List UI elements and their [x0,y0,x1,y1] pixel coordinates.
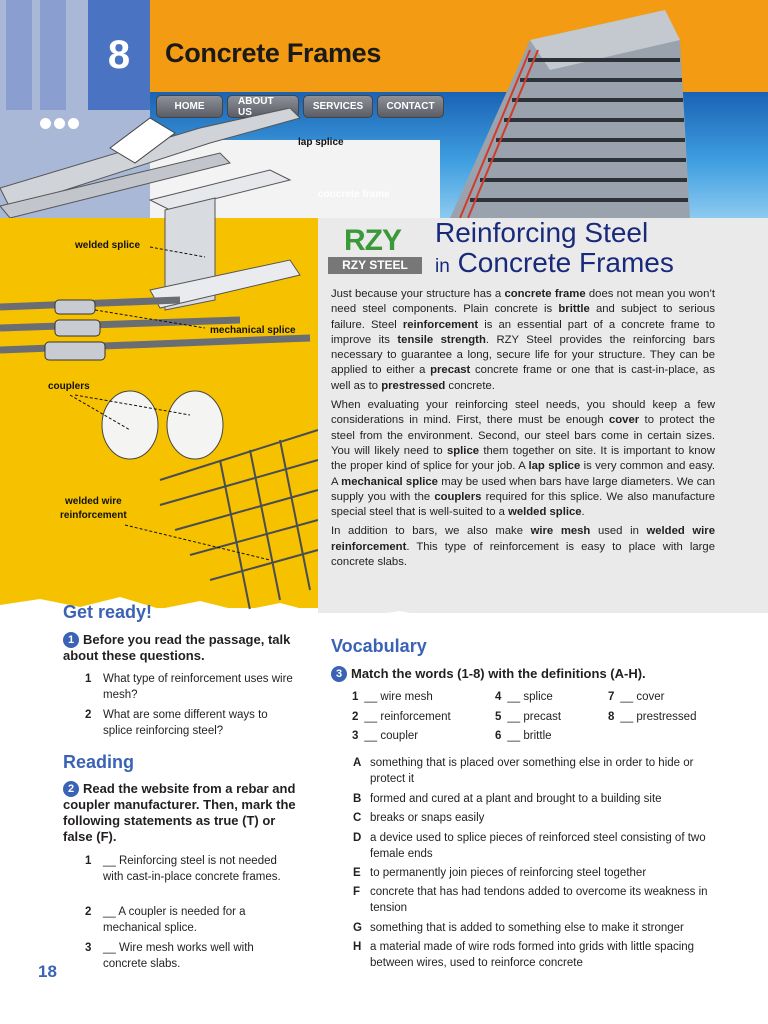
get-ready-heading: Get ready! [63,602,153,622]
label-welded-wire: welded wire [65,496,122,507]
article-title [435,218,674,282]
label-mechanical-splice: mechanical splice [210,325,296,336]
reading-question: 2 Read the website from a rebar and coupler manufacturer. Then, mark the following statements as true (T) or false (F). [63,781,296,844]
title-line-2: in Concrete Frames [435,247,674,278]
building-photo [410,0,700,218]
definition-item: H a material made of wire rods formed into grids with little spacing between wires, used to reinforce concrete [353,941,695,969]
title-line-1: Reinforcing Steel [435,217,649,248]
rzy-logo [328,224,424,276]
label-couplers: couplers [48,381,90,392]
vocab-word: 6 __ brittle [495,730,552,742]
vocabulary-heading: Vocabulary [331,636,427,656]
logo-text: RZY [344,224,401,257]
definition-item: C breaks or snaps easily [353,812,485,824]
nav-about[interactable]: ABOUT US [227,95,299,118]
article-paragraph: In addition to bars, we also make wire mesh used in welded wire reinforcement. This type of reinforcement is easy to place with large concrete slabs. [331,525,715,569]
definition-item: F concrete that has had tendons added to overcome its weakness in tension [353,886,708,914]
vocab-word: 3 __ coupler [352,730,419,742]
vocabulary-question: 3 Match the words (1-8) with the definitions (A-H). [331,666,731,682]
nav-contact[interactable]: CONTACT [377,95,444,118]
reading-heading: Reading [63,752,135,772]
article-body [331,287,715,574]
vocab-word: 4 __ splice [495,691,553,703]
definition-item: D a device used to splice pieces of reinforced steel consisting of two female ends [353,832,706,860]
page-number: 18 [38,962,57,981]
definition-item: E to permanently join pieces of reinforcing steel together [353,867,647,879]
definition-item: G something that is added to something else to make it stronger [353,922,684,934]
vocab-word: 2 __ reinforcement [352,711,451,723]
unit-number: 8 [88,0,150,110]
vocab-word: 5 __ precast [495,711,562,723]
logo-subtext: RZY STEEL [328,257,422,274]
label-lap-splice: lap splice [298,137,344,148]
article-paragraph: Just because your structure has a concrete frame does not mean you won’t need steel components. Plain concrete is brittle and subject to serious failure. Steel reinforcement is an essential part of a concrete frame to improve its tensile strength. RZY Steel provides the reinforcing bars necessary to guarantee a long, secure life for your structure. They can be applied to either a precast concrete frame or one that is cast-in-place, as well as to prestressed concrete. [331,288,716,392]
vocab-word: 7 __ cover [608,691,665,703]
nav-services[interactable]: SERVICES [303,95,373,118]
vocab-word: 8 __ prestressed [608,711,697,723]
label-concrete-frame: concrete frame [318,189,390,200]
get-ready-question: 1 Before you read the passage, talk about these questions. [63,632,291,663]
unit-title: Concrete Frames [165,38,382,68]
definition-item: B formed and cured at a plant and brought to a building site [353,793,662,805]
label-reinforcement: reinforcement [60,510,127,521]
article-paragraph: When evaluating your reinforcing steel needs, you should keep a few considerations in mind. First, there must be enough cover to protect the steel from the environment. Second, our steel bars come in certain sizes. You will likely need to splice them together on site. It is important to know the proper kind of splice for your job. A lap splice is very common and easy. A mechanical splice may be used when bars have large diameters. We can supply you with the couplers required for this splice. We also manufacture special steel that is well-suited to a welded splice. [331,399,716,519]
vocab-word: 1 __ wire mesh [352,691,433,703]
nav-home[interactable]: HOME [156,95,223,118]
label-welded-splice: welded splice [75,240,141,251]
definition-item: A something that is placed over something else in order to hide or protect it [353,757,694,785]
